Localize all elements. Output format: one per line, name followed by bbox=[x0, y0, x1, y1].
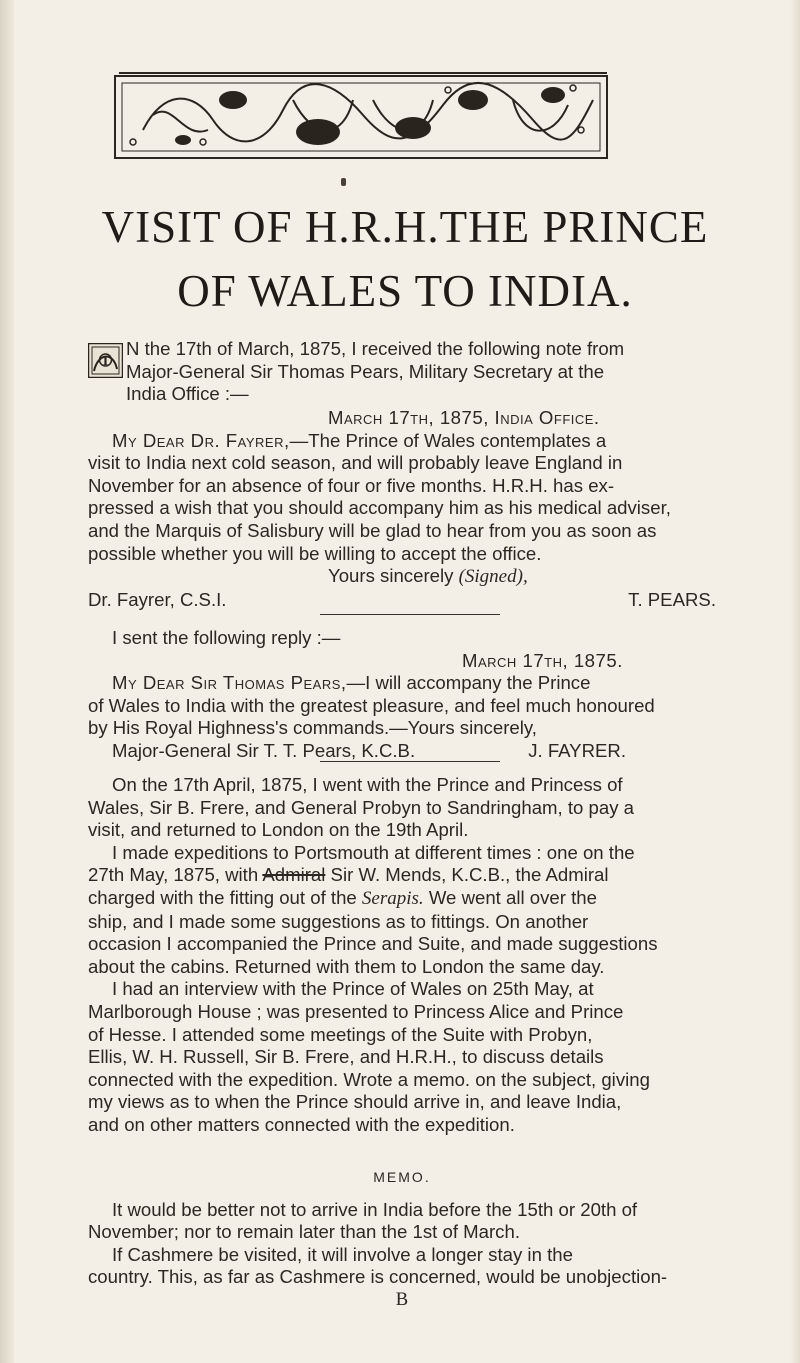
memo-p1-line-1: It would be better not to arrive in India before the 15th or 20th of bbox=[112, 1198, 638, 1220]
letter1-salutation: My Dear Dr. Fayrer, bbox=[112, 429, 290, 451]
memo-p2-line-2: country. This, as far as Cashmere is concerned, would be unobjection- bbox=[88, 1266, 668, 1288]
narrative-p2-line-6: about the cabins. Returned with them to London the same day. bbox=[88, 955, 605, 977]
intro-line-3: India Office :— bbox=[126, 383, 249, 405]
narrative-section bbox=[88, 774, 716, 1137]
divider-rule-2 bbox=[320, 761, 500, 762]
title-line-1: VISIT OF H.R.H.THE PRINCE bbox=[101, 202, 709, 252]
intro-paragraph bbox=[126, 338, 716, 406]
narrative-p3-line-3: of Hesse. I attended some meetings of the Suite with Probyn, bbox=[88, 1023, 593, 1045]
ornamental-headpiece bbox=[113, 70, 611, 160]
narrative-p2-line-2b: Sir W. Mends, K.C.B., the Admiral bbox=[330, 864, 609, 886]
narrative-p1-line-1: On the 17th April, 1875, I went with the Prince and Princess of bbox=[112, 774, 623, 795]
reply-line-2: of Wales to India with the greatest pleasure, and feel much honoured bbox=[88, 694, 655, 716]
intro-line-2: Major-General Sir Thomas Pears, Military Secretary at the bbox=[126, 360, 605, 382]
memo-p1-line-2: November; nor to remain later than the 1st of March. bbox=[88, 1221, 520, 1243]
ship-name: Serapis. bbox=[361, 887, 424, 909]
narrative-p3-line-2: Marlborough House ; was presented to Princess Alice and Prince bbox=[88, 1000, 624, 1022]
reply-line-1: —I will accompany the Prince bbox=[346, 672, 591, 694]
memo-section bbox=[88, 1166, 716, 1312]
narrative-p2-line-2a: 27th May, 1875, with bbox=[88, 864, 259, 886]
narrative-p2-line-1: I made expeditions to Portsmouth at different times : one on the bbox=[112, 841, 635, 863]
title-line-2: OF WALES TO INDIA. bbox=[177, 266, 633, 316]
reply-line-3: by His Royal Highness's commands.—Yours sincerely, bbox=[88, 717, 537, 739]
narrative-p2-line-3a: charged with the fitting out of the bbox=[88, 886, 357, 908]
reply-signature: J. FAYRER. bbox=[528, 739, 626, 761]
memo-p2-line-1: If Cashmere be visited, it will involve a longer stay in the bbox=[112, 1243, 573, 1265]
letter1-line-5: and the Marquis of Salisbury will be glad to hear from you as soon as bbox=[88, 519, 657, 541]
intro-line-1: N the 17th of March, 1875, I received the following note from bbox=[126, 338, 625, 359]
reply-dateline: March 17th, 1875. bbox=[462, 649, 623, 671]
letter1-line-6: possible whether you will be willing to accept the office. bbox=[88, 542, 542, 564]
letter1-line-1: —The Prince of Wales contemplates a bbox=[289, 429, 607, 451]
memo-heading: MEMO. bbox=[373, 1169, 431, 1185]
signature-mark: B bbox=[395, 1288, 409, 1310]
narrative-p2-line-4: ship, and I made some suggestions as to fittings. On another bbox=[88, 910, 589, 932]
reply-letter bbox=[88, 627, 716, 763]
narrative-p3-line-6: my views as to when the Prince should arrive in, and leave India, bbox=[88, 1091, 622, 1113]
letter-from-pears bbox=[88, 407, 716, 611]
drop-cap-letter: I bbox=[102, 354, 109, 369]
reply-addressee: Major-General Sir T. T. Pears, K.C.B. bbox=[112, 739, 416, 761]
struck-word: Admiral bbox=[262, 864, 326, 886]
letter1-signature: T. PEARS. bbox=[628, 588, 716, 610]
reply-intro: I sent the following reply :— bbox=[112, 627, 341, 648]
narrative-p2-line-5: occasion I accompanied the Prince and Suite, and made suggestions bbox=[88, 933, 658, 955]
drop-cap-initial bbox=[88, 343, 123, 378]
narrative-p3-line-5: connected with the expedition. Wrote a memo. on the subject, giving bbox=[88, 1068, 650, 1090]
narrative-p3-line-4: Ellis, W. H. Russell, Sir B. Frere, and H.R.H., to discuss details bbox=[88, 1046, 604, 1068]
letter1-line-3: November for an absence of four or five months. H.R.H. has ex- bbox=[88, 474, 615, 496]
page-edge-right bbox=[790, 0, 800, 1363]
page-gutter-left bbox=[0, 0, 14, 1363]
reply-salutation: My Dear Sir Thomas Pears, bbox=[112, 672, 347, 694]
page-title bbox=[60, 195, 750, 323]
narrative-p3-line-1: I had an interview with the Prince of Wales on 25th May, at bbox=[112, 978, 594, 1000]
divider-rule-1 bbox=[320, 614, 500, 615]
letter1-signed: (Signed), bbox=[458, 566, 528, 588]
letter1-closing: Yours sincerely bbox=[328, 565, 454, 587]
narrative-p1-line-3: visit, and returned to London on the 19th April. bbox=[88, 819, 469, 841]
narrative-p1-line-2: Wales, Sir B. Frere, and General Probyn to Sandringham, to pay a bbox=[88, 796, 635, 818]
letter1-line-2: visit to India next cold season, and will probably leave England in bbox=[88, 452, 623, 474]
letter1-line-4: pressed a wish that you should accompany him as his medical adviser, bbox=[88, 497, 671, 519]
narrative-p2-line-3b: We went all over the bbox=[428, 886, 597, 908]
ornament-dot bbox=[341, 178, 346, 186]
narrative-p3-line-7: and on other matters connected with the expedition. bbox=[88, 1113, 515, 1135]
letter1-addressee: Dr. Fayrer, C.S.I. bbox=[88, 588, 227, 610]
letter1-dateline: March 17th, 1875, India Office. bbox=[328, 407, 600, 428]
